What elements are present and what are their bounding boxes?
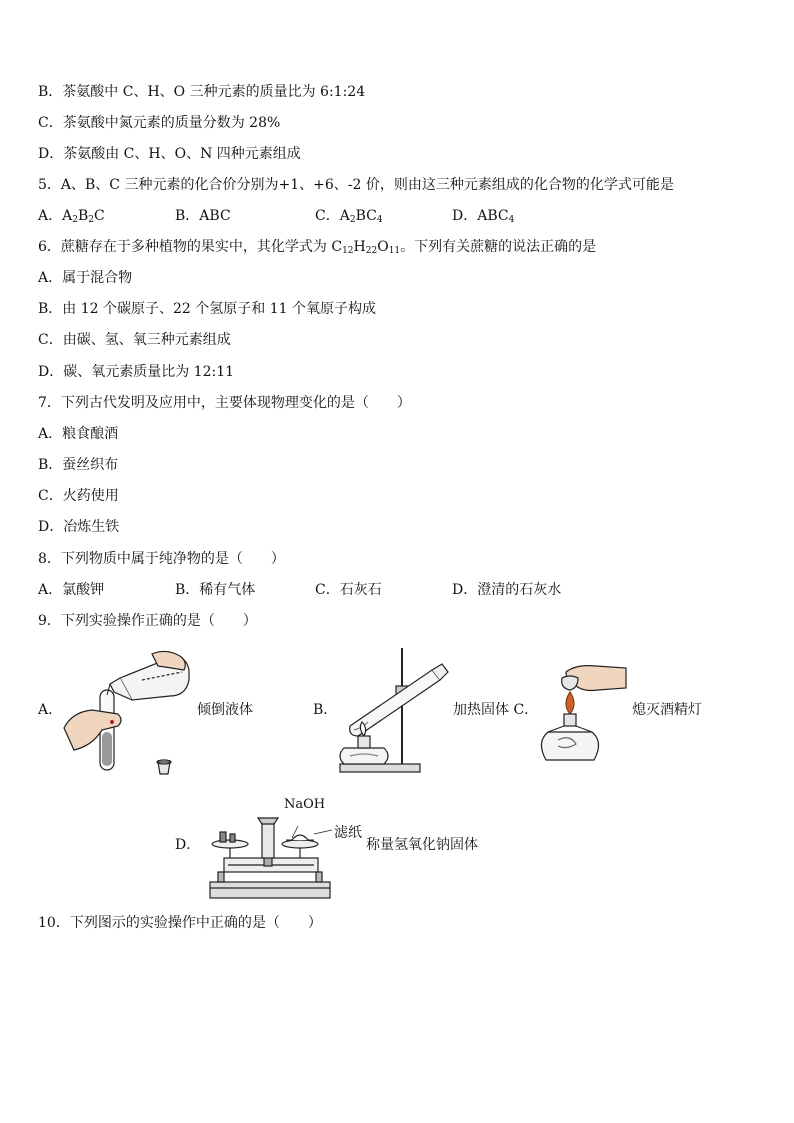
q4-option-b: B．茶氨酸中 C、H、O 三种元素的质量比为 6:1:24 [38,84,366,100]
q6-option-d: D．碳、氧元素质量比为 12:11 [38,364,235,380]
q7-stem: 7．下列古代发明及应用中，主要体现物理变化的是（ ） [38,395,411,411]
extinguish-lamp-figure [536,662,628,766]
q9-d-caption: 称量氢氧化钠固体 [366,837,478,853]
q7-option-c: C．火药使用 [38,488,119,504]
q6-option-c: C．由碳、氢、氧三种元素组成 [38,332,231,348]
filter-paper-label: 滤纸 [334,825,362,841]
naoh-label: NaOH [284,797,326,812]
q8-option-d: D．澄清的石灰水 [452,582,562,598]
q5-stem: 5．A、B、C 三种元素的化合价分别为+1、+6、-2 价，则由这三种元素组成的化合物的化学式可能是 [38,177,674,193]
q9-a-caption: 倾倒液体 [197,702,253,718]
heating-solid-figure [332,644,452,776]
q8-stem: 8．下列物质中属于纯净物的是（ ） [38,551,285,567]
pouring-liquid-figure [62,650,192,780]
q7-option-b: B．蚕丝织布 [38,457,119,473]
q8-option-a: A．氯酸钾 [38,582,105,598]
q9-a-label: A． [38,702,63,718]
q9-stem: 9．下列实验操作正确的是（ ） [38,613,257,629]
q6-stem: 6．蔗糖存在于多种植物的果实中，其化学式为 $C_{12}H_{22}O_{11}$。下列有关蔗糖的说法正确的是 [38,239,597,256]
q10-stem: 10．下列图示的实验操作中正确的是（ ） [38,915,322,931]
q9-b-label: B． [313,702,338,718]
q5-option-d: D．$ABC_4$ [452,208,515,225]
q5-option-c: C．$A_2BC_4$ [315,208,383,225]
q7-option-a: A．粮食酿酒 [38,426,119,442]
q6-option-a: A．属于混合物 [38,270,133,286]
q7-option-d: D．冶炼生铁 [38,519,120,535]
q5-option-a: A．$A_2B_2C$ [38,208,105,225]
q5-option-b: B．ABC [175,208,231,224]
q9-d-label: D． [175,837,201,853]
q8-option-c: C．石灰石 [315,582,382,598]
q9-c-caption: 熄灭酒精灯 [632,702,702,718]
q9-b-caption: 加热固体 C． [453,702,539,718]
q6-option-b: B．由 12 个碳原子、22 个氢原子和 11 个氧原子构成 [38,301,376,317]
balance-figure [206,812,336,902]
q4-option-c: C．茶氨酸中氮元素的质量分数为 28% [38,115,281,131]
q8-option-b: B．稀有气体 [175,582,256,598]
q4-option-d: D．茶氨酸由 C、H、O、N 四种元素组成 [38,146,301,162]
